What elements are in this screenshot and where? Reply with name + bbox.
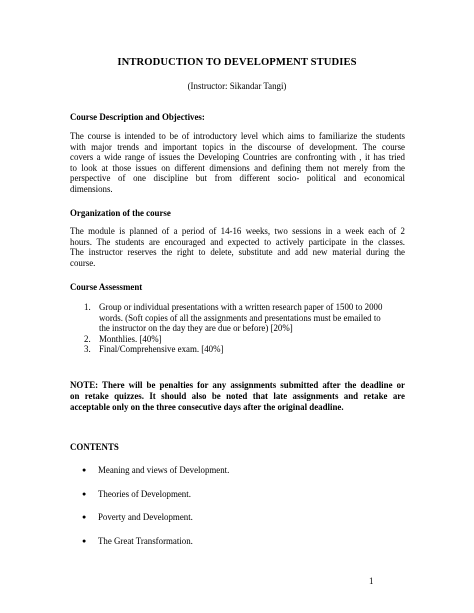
paragraph-line: The module is planned of a period of 14-16 weeks, two sessions in a week each of 2 (70, 226, 405, 236)
deadline-note (70, 380, 405, 412)
paragraph-line: course. (70, 257, 96, 268)
section-paragraph-organization (70, 226, 405, 268)
list-item-line: Monthlies. [40%] (99, 333, 162, 344)
list-item (84, 334, 404, 345)
section-heading-assessment: Course Assessment (70, 282, 143, 292)
list-item (84, 344, 404, 355)
section-paragraph-description (70, 131, 405, 195)
paragraph-line: with major trends and important topics in the discourse of development. The course (70, 141, 405, 152)
contents-item-label: Theories of Development. (98, 489, 191, 499)
list-item-line: Final/Comprehensive exam. [40%] (99, 344, 224, 355)
section-heading-organization: Organization of the course (70, 208, 171, 218)
contents-item (82, 489, 191, 499)
paragraph-line: perspective of one discipline but from different socio- political and economical (70, 173, 405, 184)
assessment-list (84, 302, 404, 355)
list-item-number: 2. (84, 333, 91, 344)
page-number: 1 (369, 576, 374, 586)
contents-item-label: Poverty and Development. (98, 512, 193, 522)
bullet-icon: ● (82, 466, 87, 474)
list-item-number: 3. (84, 344, 91, 355)
paragraph-line: dimensions. (70, 183, 113, 194)
list-item-number: 1. (84, 302, 91, 312)
list-item-line: the instructor on the day they are due or before) [20%] (99, 323, 293, 334)
document-title: INTRODUCTION TO DEVELOPMENT STUDIES (117, 57, 357, 68)
paragraph-line: The course is intended to be of introductory level which aims to familiarize the students (70, 131, 405, 141)
list-item-line: words. (Soft copies of all the assignments and presentations must be emailed to (99, 312, 381, 323)
bullet-icon: ● (82, 513, 87, 521)
section-heading-description: Course Description and Objectives: (70, 112, 205, 122)
note-line: acceptable only on the three consecutive days after the original deadline. (70, 401, 344, 412)
contents-heading: CONTENTS (70, 442, 119, 452)
instructor-line: (Instructor: Sikandar Tangi) (187, 81, 287, 91)
contents-item (82, 536, 193, 546)
contents-item (82, 512, 193, 522)
paragraph-line: The instructor reserves the right to delete, substitute and add new material during the (70, 247, 405, 258)
contents-item-label: Meaning and views of Development. (98, 465, 230, 475)
paragraph-line: covers a wide range of issues the Developing Countries are confronting with , it has tried (70, 152, 405, 163)
contents-item-label: The Great Transformation. (98, 536, 193, 546)
note-line: NOTE: There will be penalties for any assignments submitted after the deadline or (70, 380, 405, 390)
list-item-line: Group or individual presentations with a written research paper of 1500 to 2000 (99, 302, 383, 312)
contents-item (82, 465, 229, 475)
paragraph-line: hours. The students are encouraged and expected to actively participate in the classes. (70, 236, 405, 247)
paragraph-line: to look at those issues on different dimensions and defining them not merely from the (70, 162, 405, 173)
bullet-icon: ● (82, 537, 87, 545)
list-item (84, 302, 404, 334)
note-line: on retake quizzes. It should also be noted that late assignments and retake are (70, 390, 405, 401)
bullet-icon: ● (82, 490, 87, 498)
